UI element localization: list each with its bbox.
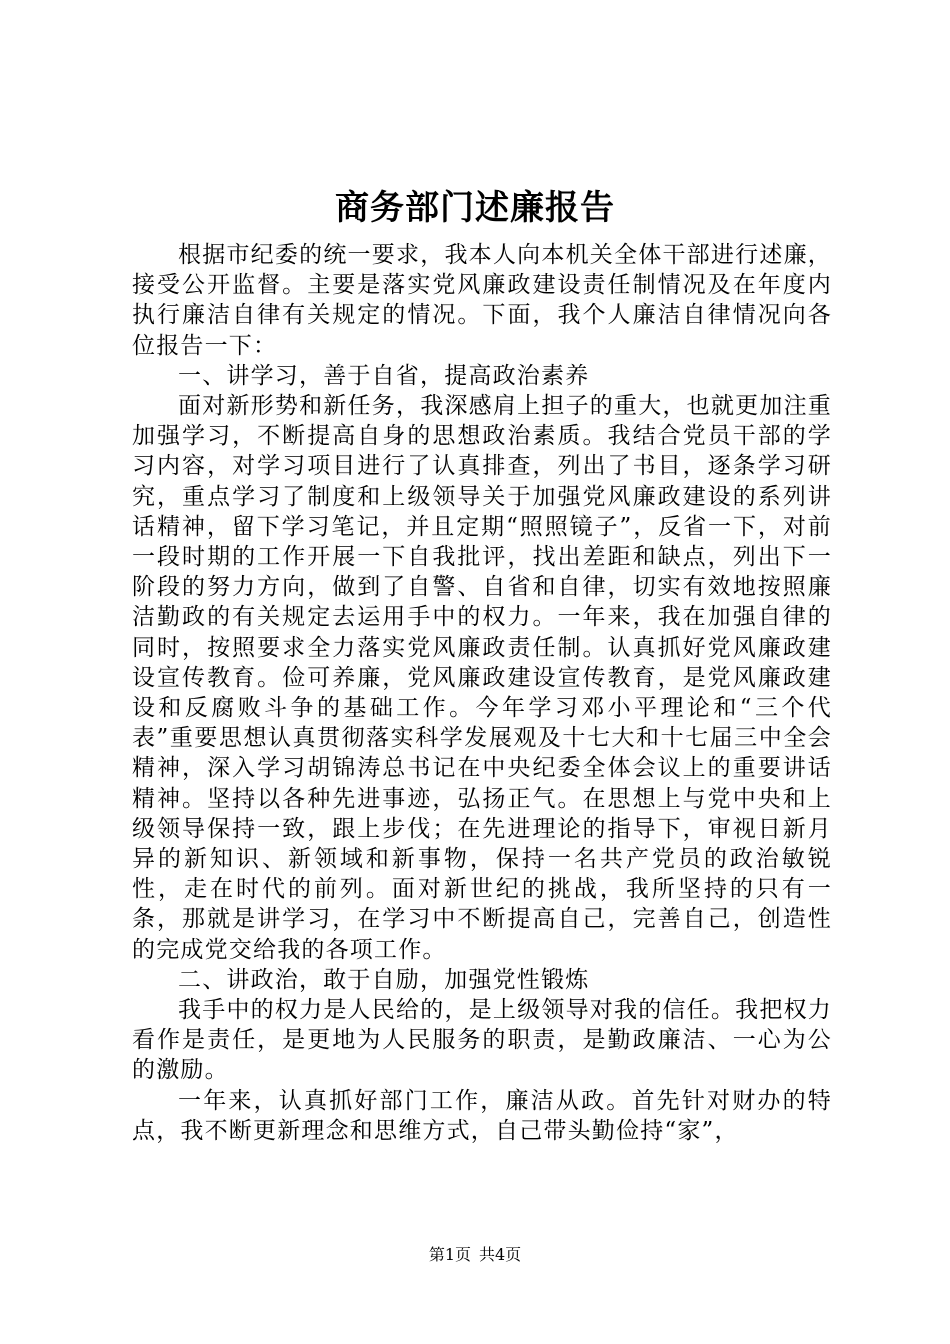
page-footer (0, 1245, 950, 1265)
page-total: 共4页 (479, 1245, 522, 1264)
page-number: 第1页 (428, 1245, 471, 1264)
document-title: 商务部门述廉报告 (335, 188, 615, 228)
intro-paragraph: 根据市纪委的统一要求，我本人向本机关全体干部进行述廉，接受公开监督。主要是落实党风廉政建设责任制情况及在年度内执行廉洁自律有关规定的情况。下面，我个人廉洁自律情况向各位报告一下： (132, 242, 832, 359)
body-paragraph-3: 一年来，认真抓好部门工作，廉洁从政。首先针对财办的特点，我不断更新理念和思维方式，自己带头勤俭持“家”， (132, 1087, 832, 1144)
body-paragraph-1: 面对新形势和新任务，我深感肩上担子的重大，也就更加注重加强学习，不断提高自身的思想政治素质。我结合党员干部的学习内容，对学习项目进行了认真排查，列出了书目，逐条学习研究，重点学习了制度和上级领导关于加强党风廉政建设的系列讲话精神，留下学习笔记，并且定期“照照镜子”，反省一下，对前一段时期的工作开展一下自我批评，找出差距和缺点，列出下一阶段的努力方向，做到了自警、自省和自律，切实有效地按照廉洁勤政的有关规定去运用手中的权力。一年来，我在加强自律的同时，按照要求全力落实党风廉政责任制。认真抓好党风廉政建设宣传教育。俭可养廉，党风廉政建设宣传教育，是党风廉政建设和反腐败斗争的基础工作。今年学习邓小平理论和“三个代表”重要思想认真贯彻落实科学发展观及十七大和十七届三中全会精神，深入学习胡锦涛总书记在中央纪委全体会议上的重要讲话精神。坚持以各种先进事迹，弘扬正气。在思想上与党中央和上级领导保持一致，跟上步伐；在先进理论的指导下，审视日新月异的新知识、新领域和新事物，保持一名共产党员的政治敏锐性，走在时代的前列。面对新世纪的挑战，我所坚持的只有一条，那就是讲学习，在学习中不断提高自己，完善自己，创造性的完成党交给我的各项工作。 (132, 393, 832, 963)
body-paragraph-2: 我手中的权力是人民给的，是上级领导对我的信任。我把权力看作是责任，是更地为人民服务的职责，是勤政廉洁、一心为公的激励。 (132, 997, 832, 1084)
document-body (132, 240, 832, 1146)
section-heading-2: 二、讲政治，敢于自励，加强党性锻炼 (178, 966, 590, 993)
section-heading-1: 一、讲学习，善于自省，提高政治素养 (178, 362, 590, 389)
